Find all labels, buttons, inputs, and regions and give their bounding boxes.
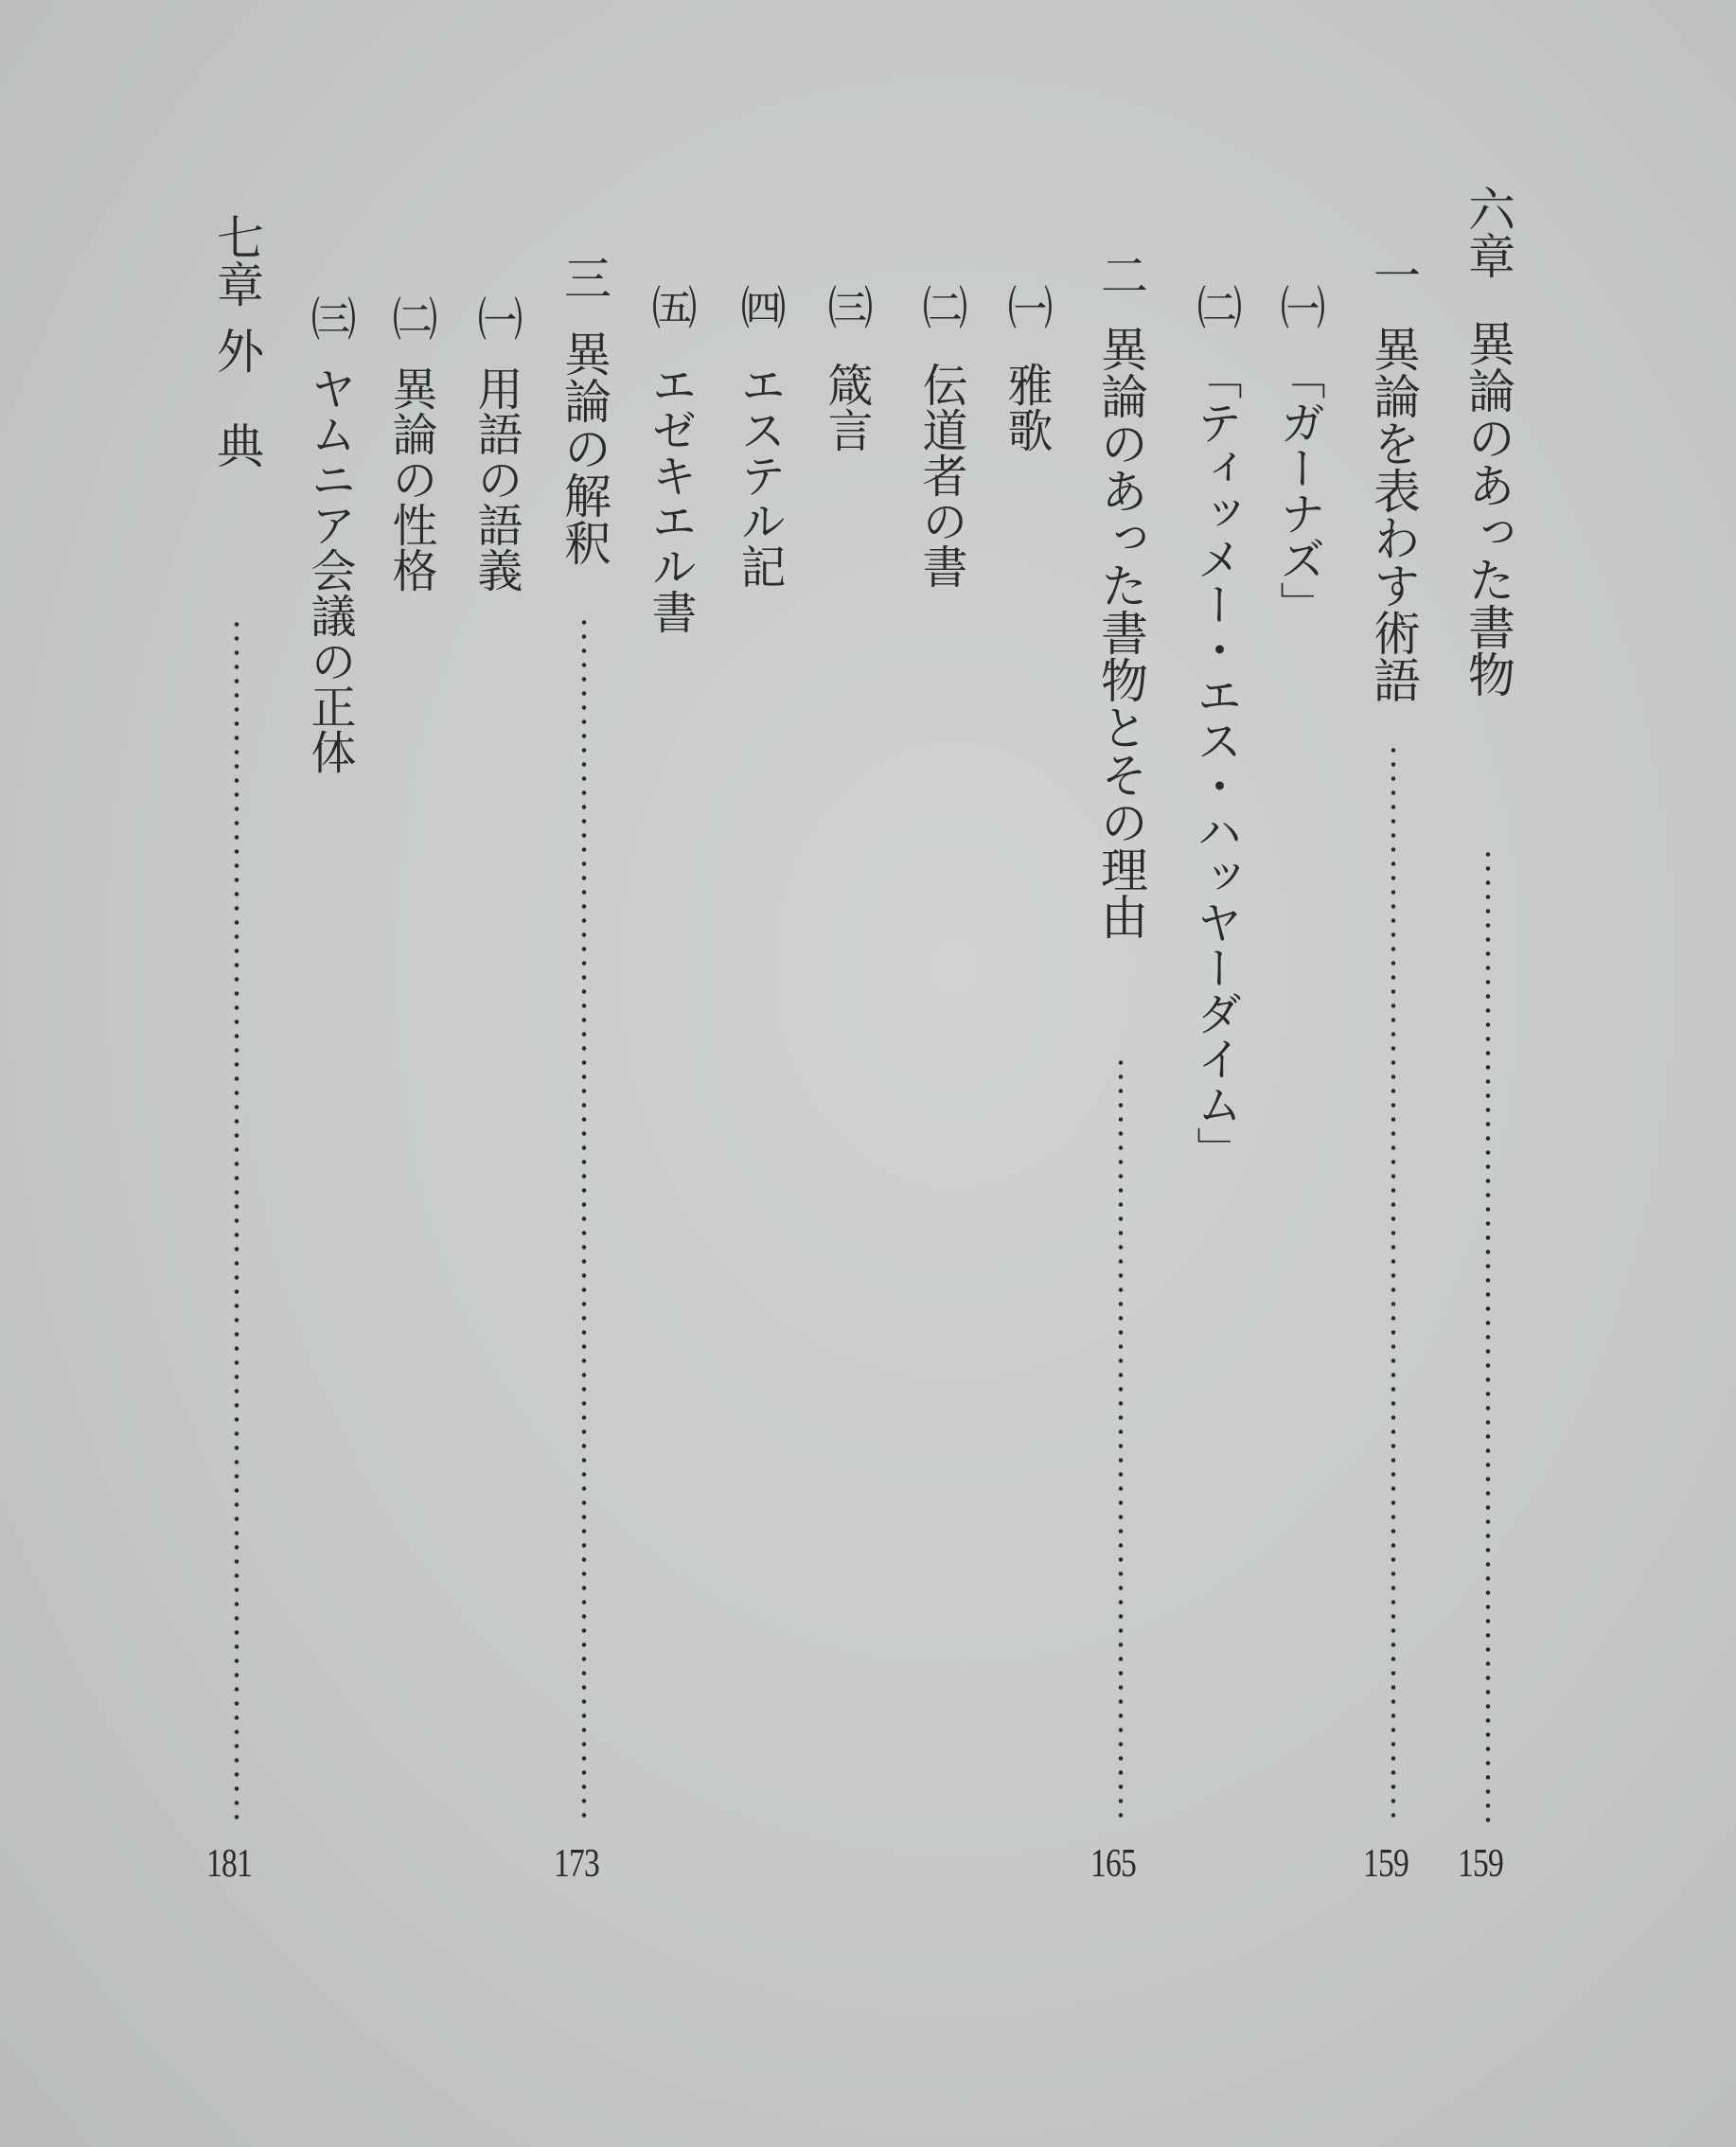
toc-heading (206, 213, 267, 469)
toc-heading (996, 284, 1056, 452)
toc-page-number: 159 (1458, 1842, 1503, 1886)
toc-subsection-2-3[interactable] (816, 0, 877, 2147)
toc-title: 「ガーナズ」 (1272, 354, 1325, 627)
toc-subsection-3-3[interactable] (299, 0, 360, 2147)
toc-number: ㈡ (914, 284, 967, 329)
toc-number: ㈡ (384, 295, 437, 341)
toc-heading (816, 284, 877, 452)
toc-chapter-7[interactable] (206, 0, 267, 2147)
toc-heading (299, 295, 360, 774)
toc-heading (1185, 284, 1246, 1172)
toc-number: ㈠ (1272, 284, 1325, 329)
toc-subsection-1-1[interactable] (1268, 0, 1329, 2147)
toc-number: 六章 (1461, 185, 1515, 279)
toc-subsection-2-5[interactable] (640, 0, 700, 2147)
toc-number: ㈡ (1189, 284, 1242, 329)
toc-heading (1268, 284, 1329, 627)
toc-title: 伝道者の書 (914, 362, 967, 589)
toc-heading (554, 254, 614, 566)
toc-title: エゼキエル書 (644, 362, 697, 634)
toc-section-2[interactable] (1090, 0, 1151, 2147)
toc-page-number: 173 (554, 1842, 599, 1886)
toc-subsection-1-2[interactable] (1185, 0, 1246, 2147)
toc-chapter-6[interactable] (1458, 0, 1518, 2147)
toc-leader (1118, 1056, 1124, 1822)
toc-number: ㈠ (1000, 284, 1053, 329)
toc-number: ㈤ (644, 284, 697, 329)
toc-title: 箴言 (820, 362, 873, 452)
toc-title: 異論の解釈 (557, 329, 611, 566)
toc-title: 「ティッメー・エス・ハッヤーダイム」 (1189, 354, 1242, 1172)
toc-subsection-2-2[interactable] (911, 0, 971, 2147)
toc-title: 雅歌 (1000, 362, 1053, 452)
toc-title: ヤムニア会議の正体 (303, 365, 356, 774)
toc-title: 異論を表わす術語 (1366, 325, 1421, 703)
toc-number: ㈣ (733, 284, 786, 329)
toc-title: エステル記 (733, 362, 786, 589)
toc-heading (1363, 251, 1424, 703)
toc-number: ㈢ (820, 284, 873, 329)
toc-heading (911, 284, 971, 589)
toc-number: 一 (1366, 251, 1421, 298)
toc-title: 異論のあった書物 (1461, 319, 1515, 698)
toc-title: 異論のあった書物とその理由 (1093, 325, 1148, 940)
toc-page-number: 165 (1090, 1842, 1136, 1886)
toc-title: 用語の語義 (469, 365, 523, 593)
toc-subsection-2-1[interactable] (996, 0, 1056, 2147)
toc-leader (581, 615, 587, 1822)
toc-page-number: 159 (1363, 1842, 1408, 1886)
toc-leader (234, 617, 239, 1822)
toc-heading (1458, 185, 1518, 698)
toc-leader (1391, 743, 1396, 1822)
toc-heading (466, 295, 526, 593)
toc-number: 三 (557, 254, 611, 301)
toc-subsection-2-4[interactable] (729, 0, 789, 2147)
toc-number: 二 (1093, 251, 1148, 298)
toc-title: 外 典 (209, 327, 264, 469)
toc-subsection-3-2[interactable] (381, 0, 441, 2147)
toc-number: ㈠ (469, 295, 523, 341)
toc-number: 七章 (209, 213, 264, 308)
toc-heading (640, 284, 700, 634)
toc-heading (1090, 251, 1151, 940)
toc-leader (1485, 847, 1491, 1822)
toc-heading (729, 284, 789, 589)
toc-section-3[interactable] (554, 0, 614, 2147)
toc-title: 異論の性格 (384, 365, 437, 593)
toc-section-1[interactable] (1363, 0, 1424, 2147)
toc-number: ㈢ (303, 295, 356, 341)
toc-page-number: 181 (206, 1842, 252, 1886)
toc-heading (381, 295, 441, 593)
toc-subsection-3-1[interactable] (466, 0, 526, 2147)
